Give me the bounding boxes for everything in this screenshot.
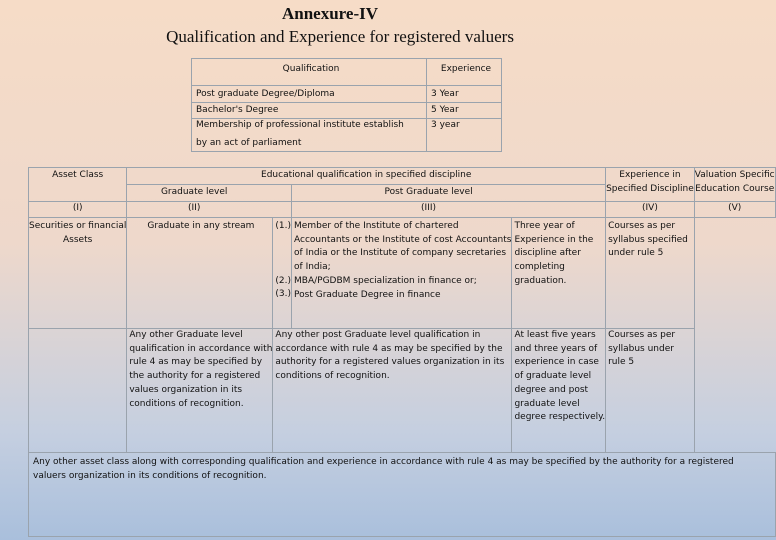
experience-line: experience in case xyxy=(514,357,599,368)
column-number: (I) xyxy=(29,202,127,218)
pg-cell xyxy=(273,329,512,453)
header-line: Specified Discipline xyxy=(606,183,694,194)
experience-cell xyxy=(512,329,606,453)
annexure-heading xyxy=(0,4,690,24)
graduate-line: qualification in accordance with xyxy=(129,343,273,354)
footer-line: Any other asset class along with corresponding qualification and experience in accordance with rule 4 as may be specified by the authority for a registered xyxy=(33,457,734,467)
header-line: Experience in xyxy=(619,170,681,180)
course-line: syllabus under xyxy=(608,343,674,354)
experience-cell: 3 year xyxy=(427,119,502,152)
pg-item-line: Member of the Institute of chartered xyxy=(294,221,459,231)
pg-number-cell xyxy=(273,218,292,329)
pg-item-line: Post Graduate Degree in finance xyxy=(294,289,441,300)
pg-line: conditions of recognition. xyxy=(275,371,390,382)
experience-line: graduation. xyxy=(514,275,567,286)
experience-cell: 5 Year xyxy=(427,103,502,119)
asset-class-line: Assets xyxy=(63,234,93,245)
experience-cell: 3 Year xyxy=(427,86,502,103)
pg-item-line: of India; xyxy=(294,262,331,273)
experience-line: graduate level xyxy=(514,398,580,409)
page-title-text: Qualification and Experience for registered valuers xyxy=(166,27,514,46)
graduate-level-header: Graduate level xyxy=(127,185,292,202)
pg-item-line: MBA/PGDBM specialization in finance or; xyxy=(294,275,477,286)
qualification-line: Membership of professional institute establish xyxy=(196,120,404,130)
qualification-header: Qualification xyxy=(192,59,427,86)
pg-items-cell xyxy=(292,218,512,329)
experience-line: Experience in the xyxy=(514,234,594,245)
pg-line: Any other post Graduate level qualification in xyxy=(275,330,481,340)
experience-line: degree and post xyxy=(514,384,589,395)
item-number: (3.) xyxy=(275,289,292,300)
item-number: (2.) xyxy=(275,275,292,286)
educational-qualification-header: Educational qualification in specified discipline xyxy=(127,168,606,185)
post-graduate-level-header: Post Graduate level xyxy=(292,185,606,202)
experience-in-discipline-header xyxy=(606,168,695,202)
experience-header: Experience xyxy=(427,59,502,86)
course-line: Courses as per xyxy=(608,330,676,340)
qualification-line: by an act of parliament xyxy=(196,137,302,148)
asset-class-header: Asset Class xyxy=(29,168,127,202)
footer-note-cell xyxy=(29,453,776,537)
experience-line: discipline after xyxy=(514,248,581,259)
pg-line: authority for a registered values organization in its xyxy=(275,357,505,368)
valuation-course-header xyxy=(694,168,775,202)
item-number: (1.) xyxy=(275,221,292,231)
column-number: (IV) xyxy=(606,202,695,218)
experience-line: of graduate level xyxy=(514,371,592,382)
main-table xyxy=(28,167,776,537)
annexure-text: Annexure-IV xyxy=(281,4,379,23)
pg-item-line: Accountants or the Institute of cost Accountants xyxy=(294,234,512,245)
experience-cell xyxy=(512,218,606,329)
course-line: Courses as per xyxy=(608,221,676,231)
graduate-line: conditions of recognition. xyxy=(129,398,244,409)
graduate-line: values organization in its xyxy=(129,384,243,395)
experience-line: completing xyxy=(514,262,565,273)
asset-class-cell xyxy=(29,218,127,329)
column-number: (II) xyxy=(127,202,292,218)
qualification-cell: Post graduate Degree/Diploma xyxy=(192,86,427,103)
pg-line: accordance with rule 4 as may be specified by the xyxy=(275,343,503,354)
qualification-cell xyxy=(192,119,427,152)
asset-class-line: Securities or financial xyxy=(29,221,127,231)
course-cell xyxy=(606,329,695,453)
course-line: rule 5 xyxy=(608,357,635,368)
graduate-line: Any other Graduate level xyxy=(129,330,243,340)
course-line: syllabus specified xyxy=(608,234,688,245)
graduate-line: the authority for a registered xyxy=(129,371,261,382)
experience-line: At least five years xyxy=(514,330,596,340)
qualification-table xyxy=(191,58,502,152)
header-line: Education Course xyxy=(695,183,775,194)
course-line: under rule 5 xyxy=(608,248,664,259)
experience-line: and three years of xyxy=(514,343,598,354)
asset-class-cell xyxy=(29,329,127,453)
graduate-cell: Graduate in any stream xyxy=(127,218,273,329)
experience-line: degree respectively. xyxy=(514,412,606,423)
header-line: Valuation Specific xyxy=(694,170,775,180)
column-number: (III) xyxy=(292,202,606,218)
graduate-cell xyxy=(127,329,273,453)
course-cell xyxy=(606,218,695,329)
qualification-cell: Bachelor's Degree xyxy=(192,103,427,119)
footer-line: valuers organization in its conditions of recognition. xyxy=(33,470,267,481)
column-number: (V) xyxy=(694,202,775,218)
experience-line: Three year of xyxy=(514,221,575,231)
graduate-line: rule 4 as may be specified by xyxy=(129,357,263,368)
pg-item-line: of India or the Institute of company secretaries xyxy=(294,248,507,259)
page-title xyxy=(0,27,700,47)
